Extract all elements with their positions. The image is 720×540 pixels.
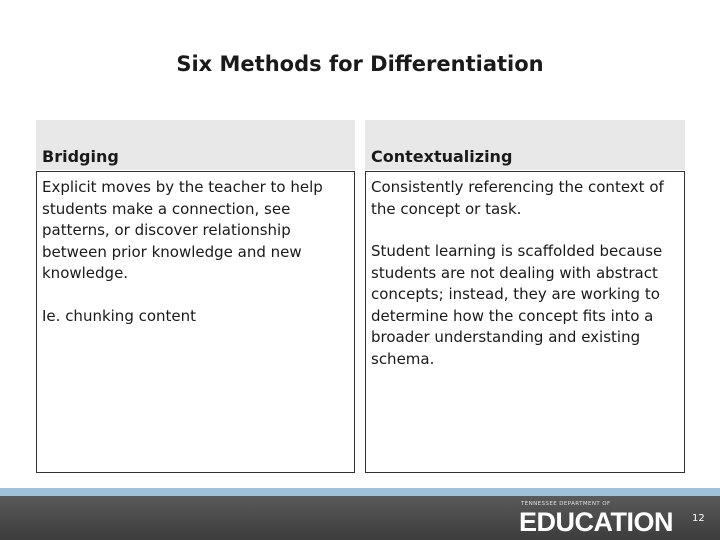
column-paragraph: Consistently referencing the context of the concept or task. bbox=[371, 178, 664, 218]
column-body-bridging bbox=[36, 171, 355, 473]
column-body-contextualizing bbox=[365, 171, 685, 473]
column-paragraph: Ie. chunking content bbox=[42, 306, 197, 325]
column-paragraph: Student learning is scaffolded because students are not dealing with abstract concepts; instead, they are working to determine how the concept fits into a broader understanding and existing schema. bbox=[371, 242, 663, 368]
page-number: 12 bbox=[692, 513, 705, 524]
footer-stripe bbox=[0, 488, 720, 496]
column-header-bridging bbox=[36, 120, 355, 170]
slide-title: Six Methods for Differentiation bbox=[176, 52, 544, 76]
logo-education-text: EDUCATION bbox=[519, 507, 673, 537]
tn-education-logo bbox=[519, 500, 681, 536]
column-header-contextualizing bbox=[365, 120, 685, 170]
logo-department-text: TENNESSEE DEPARTMENT OF bbox=[521, 501, 611, 507]
column-header-label: Contextualizing bbox=[371, 147, 513, 166]
column-header-label: Bridging bbox=[42, 147, 119, 166]
column-paragraph: Explicit moves by the teacher to help students make a connection, see patterns, or discover relationship between prior knowledge and new knowledge. bbox=[42, 178, 323, 282]
